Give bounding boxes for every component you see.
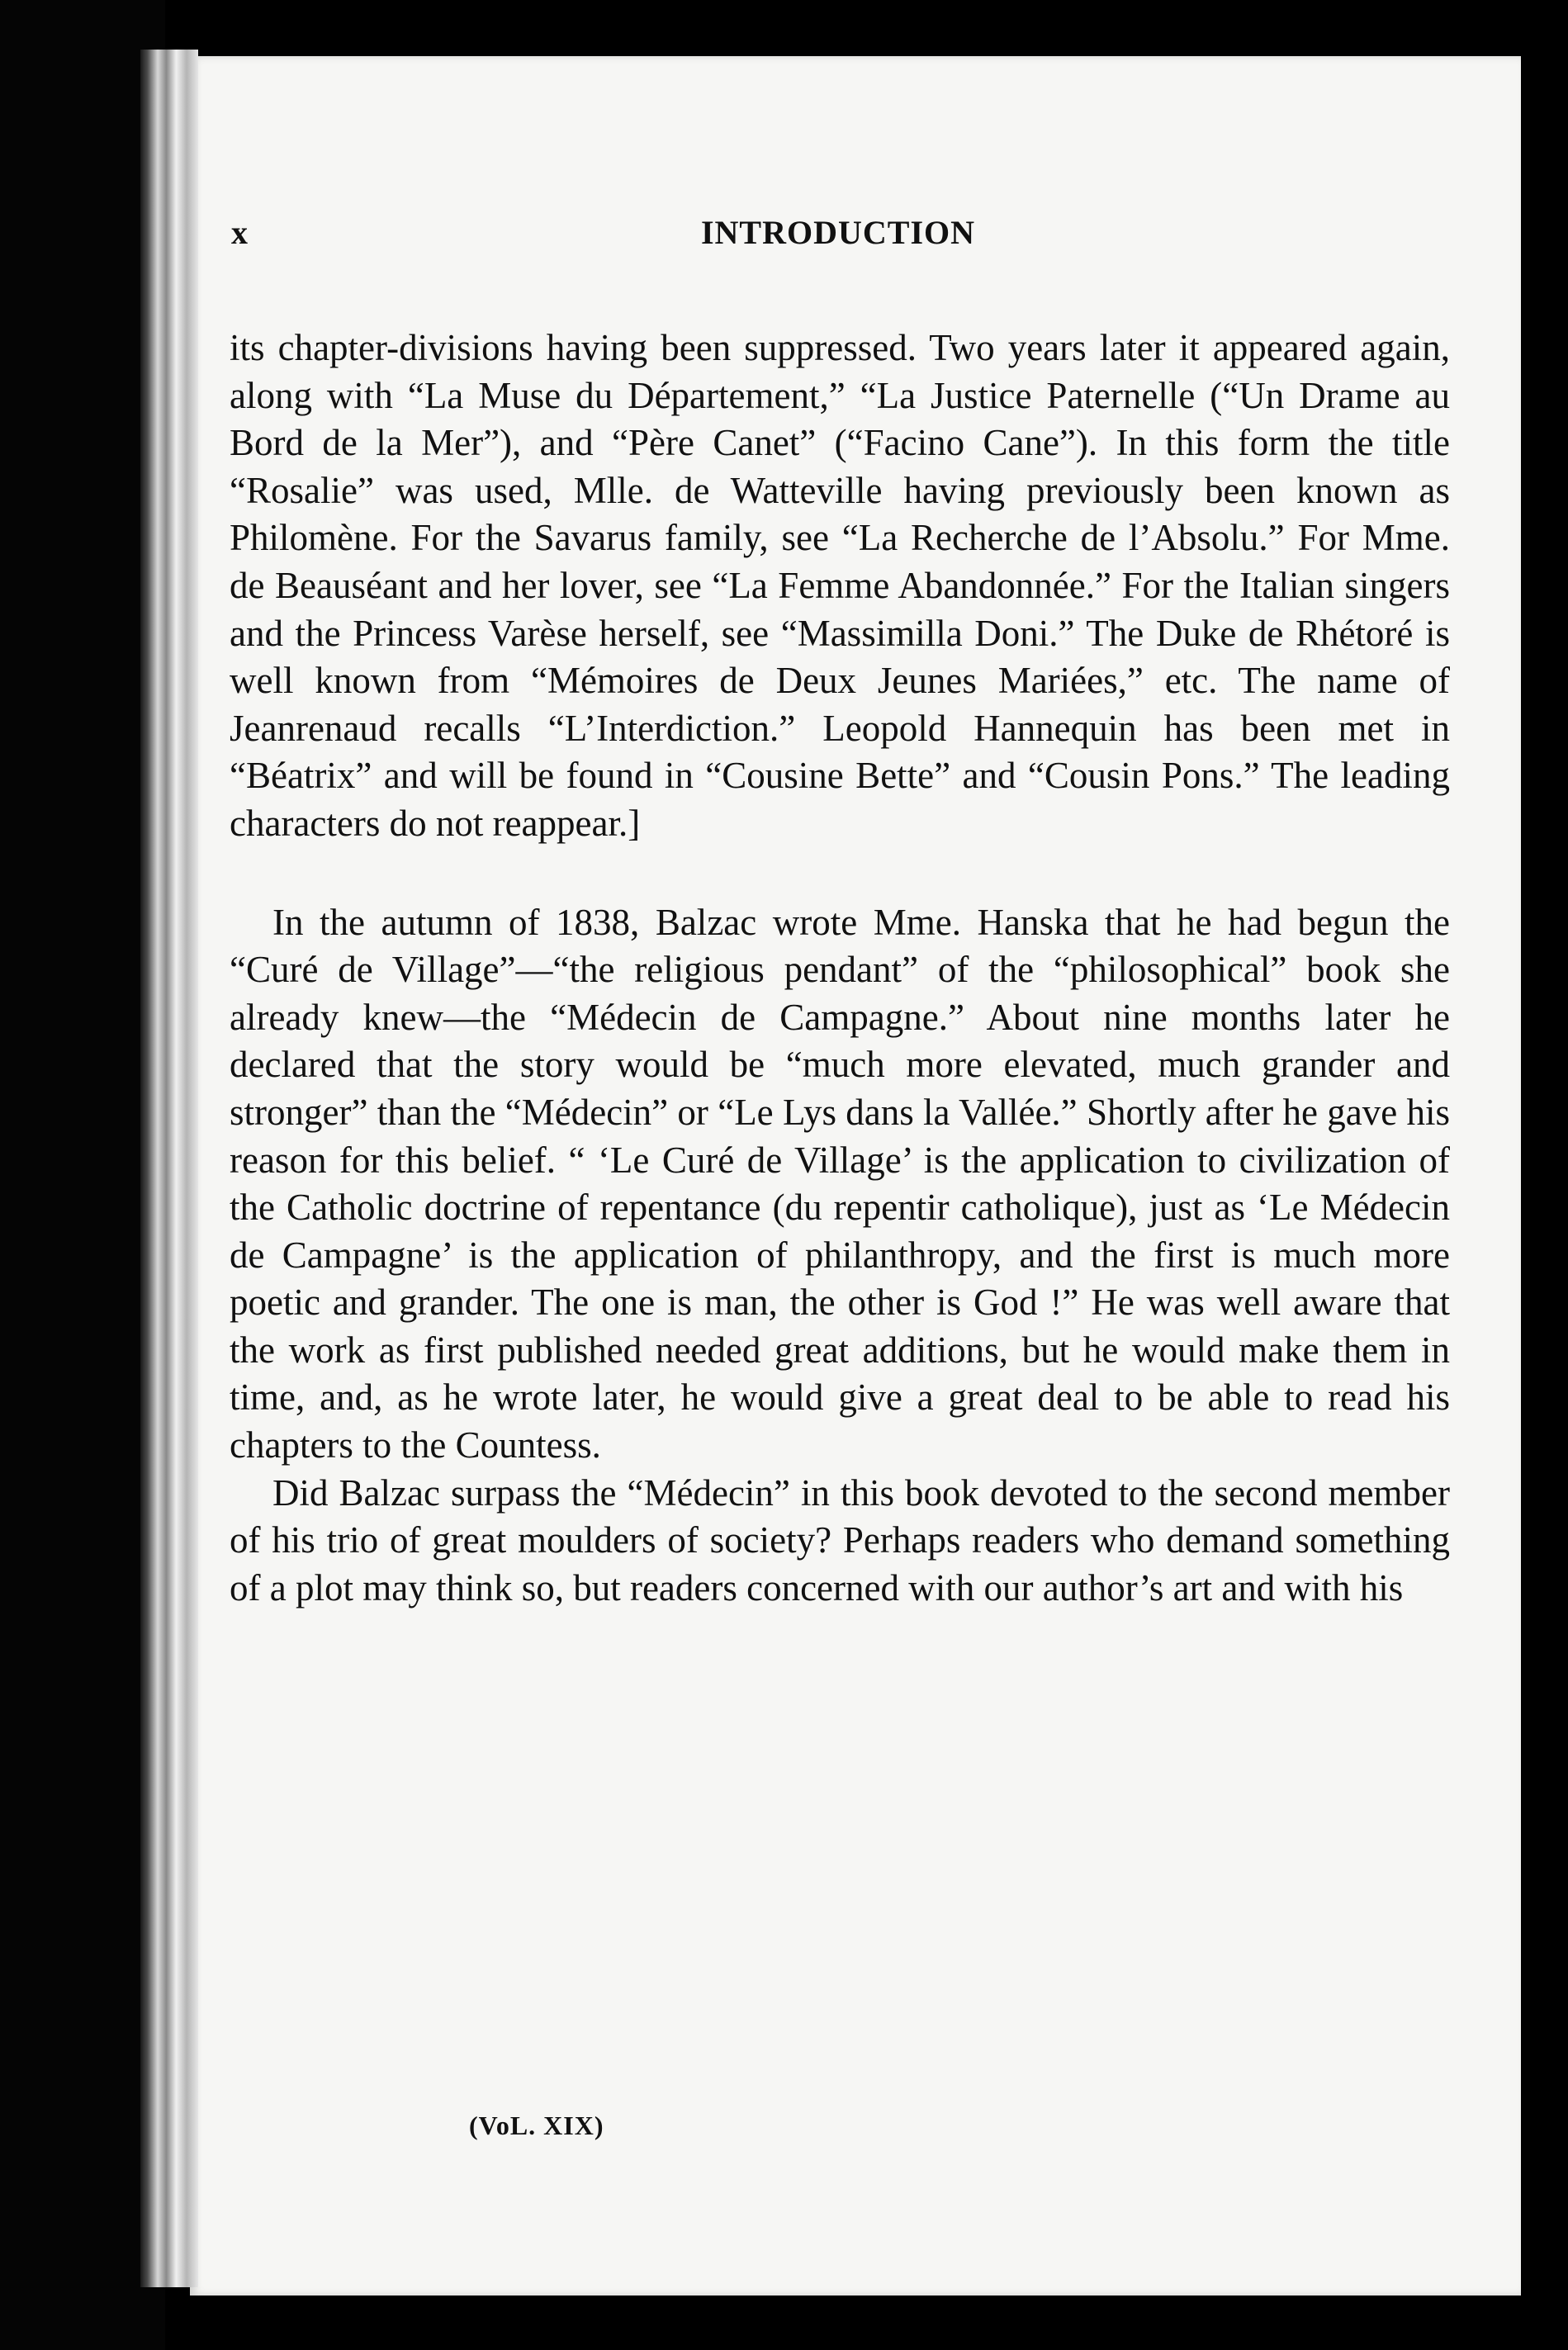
book-binding-edge <box>140 50 198 2287</box>
film-border-right <box>1521 0 1568 2350</box>
signature-mark: (VoL. XIX) <box>469 2111 604 2140</box>
page-header <box>231 213 1445 263</box>
section-break <box>230 848 1450 899</box>
paragraph: In the autumn of 1838, Balzac wrote Mme. Hanska that he had begun the “Curé de Village”—“the religious pendant” of the “philosophical” book she already knew—the “Médecin de Campagne.” About nine months later he declared that the story would be “much more elevated, much grander and stronger” than the “Médecin” or “Le Lys dans la Vallée.” Shortly after he gave his reason for this belief. “ ‘Le Curé de Village’ is the application to civilization of the Catholic doctrine of repentance (du repentir catholique), just as ‘Le Médecin de Campagne’ is the application of philanthropy, and the first is much more poetic and grander. The one is man, the other is God !” He was well aware that the work as first published needed great additions, but he would make them in time, and, as he wrote later, he would give a great deal to be able to read his chapters to the Countess. <box>230 901 1450 1466</box>
paragraph-continuation: its chapter-divisions having been suppressed. Two years later it appeared again, along with “La Muse du Département,” “La Justice Paternelle (“Un Drame au Bord de la Mer”), and “Père Canet” (“Facino Cane”). In this form the title “Rosalie” was used, Mlle. de Watteville having previously been known as Philomène. For the Savarus family, see “La Recherche de l’Absolu.” For Mme. de Beauséant and her lover, see “La Femme Abandonnée.” For the Italian singers and the Princess Varèse herself, see “Massimilla Doni.” The Duke de Rhétoré is well known from “Mémoires de Deux Jeunes Mariées,” etc. The name of Jeanrenaud recalls “L’Interdiction.” Leopold Hannequin has been met in “Béatrix” and will be found in “Cousine Bette” and “Cousin Pons.” The leading characters do not reappear.] <box>230 327 1450 844</box>
body-text <box>230 325 1450 1612</box>
running-head: INTRODUCTION <box>700 214 976 251</box>
paragraph: Did Balzac surpass the “Médecin” in this book devoted to the second member of his trio of great moulders of society? Perhaps readers who demand something of a plot may think so, but readers concerned with our author’s art and with his <box>230 1471 1450 1609</box>
page-number: x <box>231 214 248 251</box>
